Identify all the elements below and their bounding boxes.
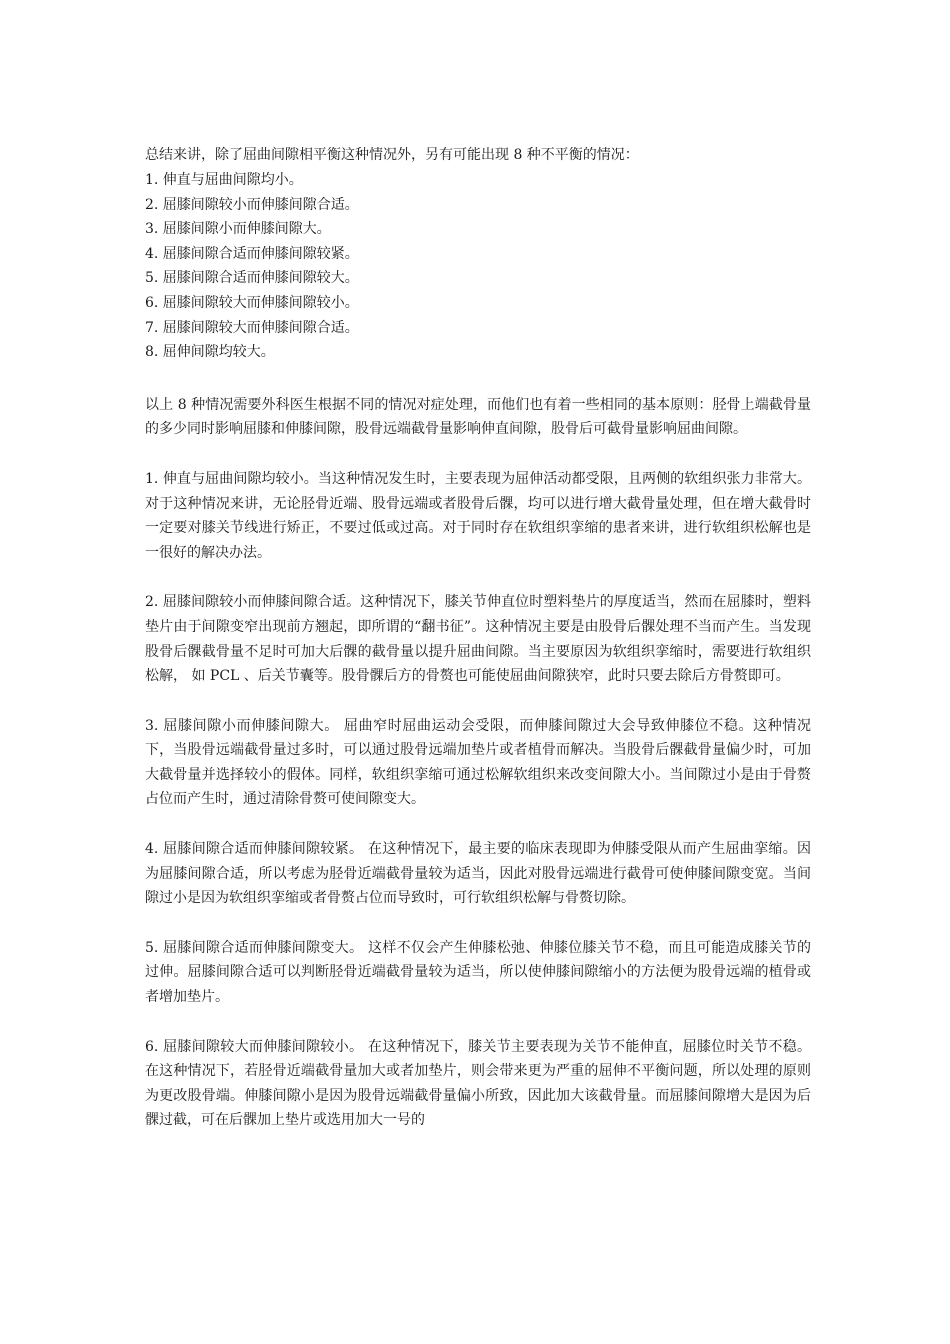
case-paragraph-3: 3. 屈膝间隙小而伸膝间隙大。 屈曲窄时屈曲运动会受限，而伸膝间隙过大会导致伸膝位不稳。这种情况下，当股骨远端截骨量过多时，可以通过股骨远端加垫片或者植骨而解决。当股骨后髁截骨量偏少时，可加大截骨量并选择较小的假体。同样，软组织挛缩可通过松解软组织来改变间隙大小。当间隙过小是由于骨赘占位而产生时，通过清除骨赘可使间隙变大。	[145, 717, 811, 808]
list-item: 8. 屈伸间隙均较大。	[145, 344, 275, 361]
case-paragraph-6: 6. 屈膝间隙较大而伸膝间隙较小。 在这种情况下，膝关节主要表现为关节不能伸直，屈膝位时关节不稳。在这种情况下，若胫骨近端截骨量加大或者加垫片，则会带来更为严重的屈伸不平衡问题，所以处理的原则为更改股骨端。伸膝间隙小是因为股骨远端截骨量偏小所致，因此加大该截骨量。而屈膝间隙增大是因为后髁过截，可在后髁加上垫片或选用加大一号的	[145, 1038, 811, 1129]
list-item: 7. 屈膝间隙较大而伸膝间隙合适。	[145, 319, 359, 336]
case-paragraph-5: 5. 屈膝间隙合适而伸膝间隙变大。 这样不仅会产生伸膝松弛、伸膝位膝关节不稳，而且可能造成膝关节的过伸。屈膝间隙合适可以判断胫骨近端截骨量较为适当，所以使伸膝间隙缩小的方法便为股骨远端的植骨或者增加垫片。	[145, 939, 811, 1006]
list-item: 3. 屈膝间隙小而伸膝间隙大。	[145, 221, 331, 238]
list-item: 5. 屈膝间隙合适而伸膝间隙较大。	[145, 270, 359, 287]
list-item: 1. 伸直与屈曲间隙均小。	[145, 172, 303, 188]
list-item: 4. 屈膝间隙合适而伸膝间隙较紧。	[145, 245, 359, 262]
intro-line: 总结来讲，除了屈曲间隙相平衡这种情况外，另有可能出现 8 种不平衡的情况：	[145, 147, 639, 163]
document-page	[145, 143, 811, 1133]
principle-paragraph: 以上 8 种情况需要外科医生根据不同的情况对症处理，而他们也有着一些相同的基本原则：胫骨上端截骨量的多少同时影响屈膝和伸膝间隙，股骨远端截骨量影响伸直间隙，股骨后可截骨量影响屈曲间隙。	[145, 396, 811, 438]
list-item: 6. 屈膝间隙较大而伸膝间隙较小。	[145, 294, 359, 311]
imbalance-list	[145, 168, 811, 365]
list-item: 2. 屈膝间隙较小而伸膝间隙合适。	[145, 196, 359, 213]
case-paragraph-2: 2. 屈膝间隙较小而伸膝间隙合适。这种情况下，膝关节伸直位时塑料垫片的厚度适当，然而在屈膝时，塑料垫片由于间隙变窄出现前方翘起，即所谓的“翻书征”。这种情况主要是由股骨后髁处理不当而产生。当发现股骨后髁截骨量不足时可加大后髁的截骨量以提升屈曲间隙。当主要原因为软组织挛缩时，需要进行软组织松解， 如 PCL 、后关节囊等。股骨髁后方的骨赘也可能使屈曲间隙狭窄，此时只要去除后方骨赘即可。	[145, 594, 811, 685]
case-paragraph-1: 1. 伸直与屈曲间隙均较小。当这种情况发生时，主要表现为屈伸活动都受限，且两侧的软组织张力非常大。对于这种情况来讲，无论胫骨近端、股骨远端或者股骨后髁，均可以进行增大截骨量处理，但在增大截骨时一定要对膝关节线进行矫正，不要过低或过高。对于同时存在软组织挛缩的患者来讲，进行软组织松解也是一很好的解决办法。	[145, 470, 811, 561]
case-paragraph-4: 4. 屈膝间隙合适而伸膝间隙较紧。 在这种情况下，最主要的临床表现即为伸膝受限从而产生屈曲挛缩。因为屈膝间隙合适，所以考虑为胫骨近端截骨量较为适当，因此对股骨远端进行截骨可使伸膝间隙变宽。当间隙过小是因为软组织挛缩或者骨赘占位而导致时，可行软组织松解与骨赘切除。	[145, 841, 811, 907]
